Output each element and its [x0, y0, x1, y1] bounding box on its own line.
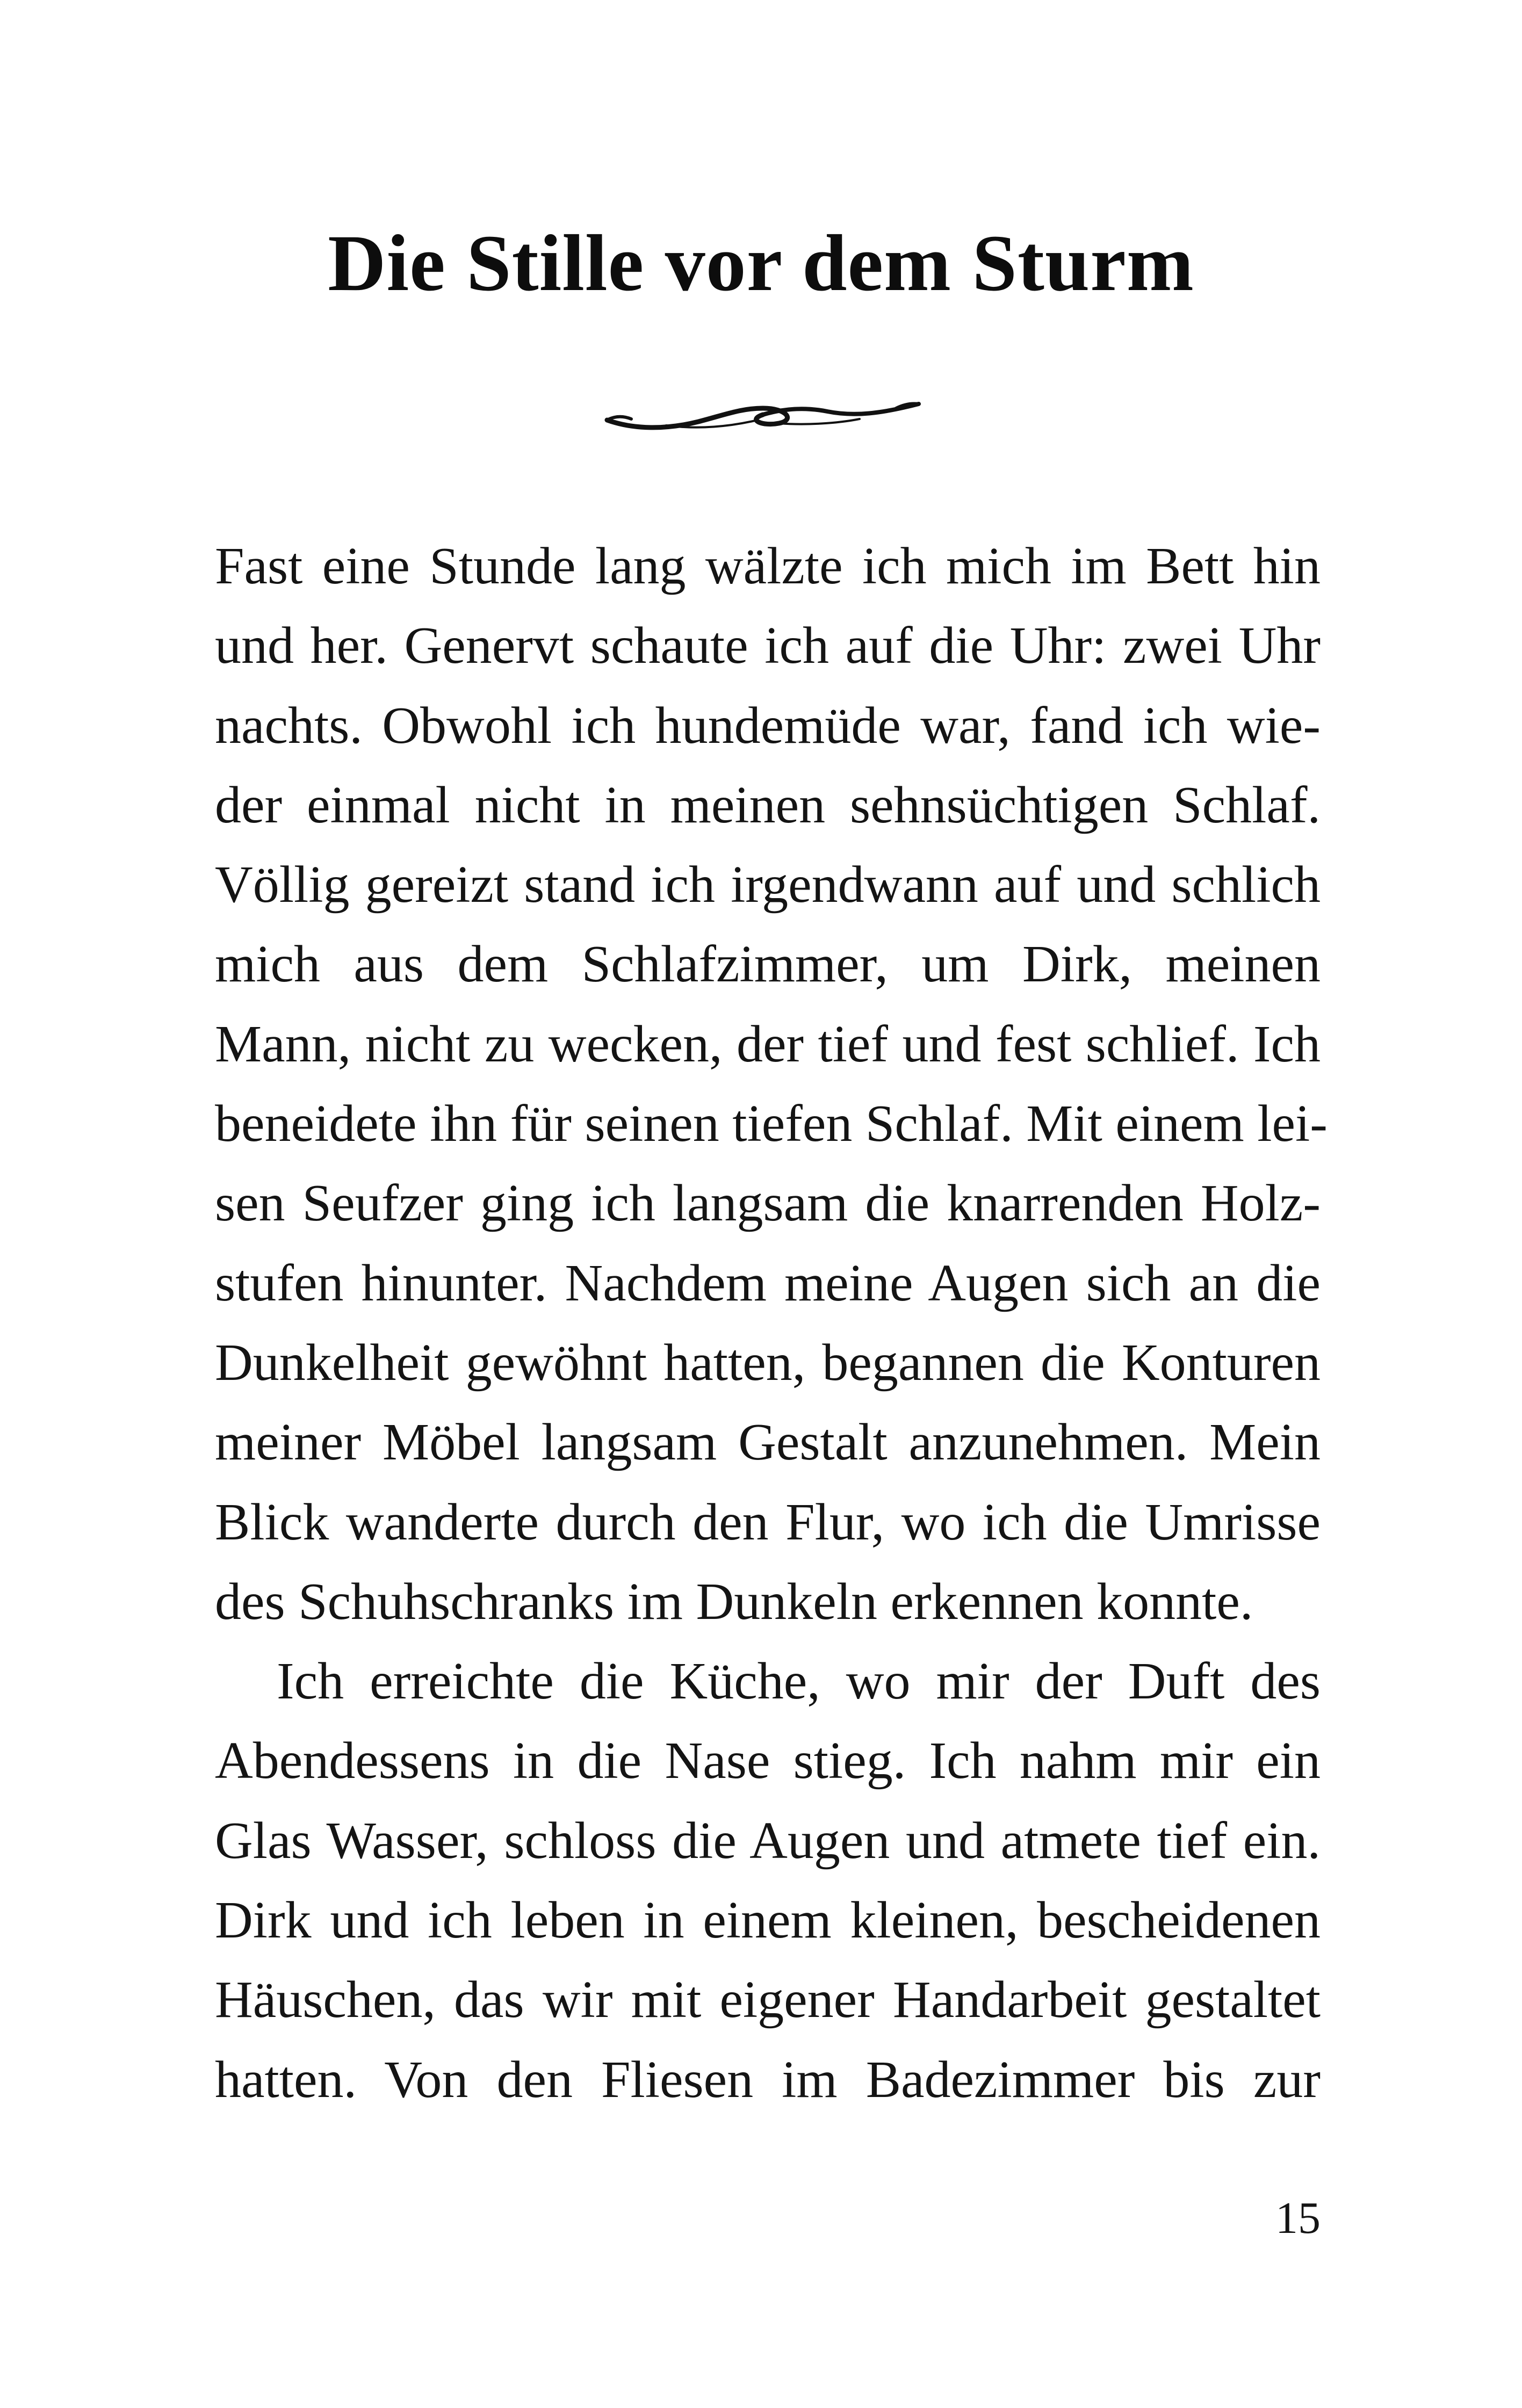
text-line: meiner Möbel langsam Gestalt anzunehmen. Mein: [215, 1413, 1321, 1472]
chapter-title: Die Stille vor dem Sturm: [328, 219, 1194, 308]
text-line: Blick wanderte durch den Flur, wo ich die Umrisse: [215, 1493, 1321, 1551]
body-text: [215, 526, 1328, 2120]
text-line: Fast eine Stunde lang wälzte ich mich im Bett hin: [215, 537, 1321, 595]
text-line: nachts. Obwohl ich hundemüde war, fand ich wie-: [215, 696, 1321, 755]
paragraph-2: [215, 1642, 1321, 2120]
paragraph-1: [215, 526, 1328, 1642]
text-line: Häuschen, das wir mit eigener Handarbeit gestaltet: [215, 1971, 1321, 2029]
text-line: Ich erreichte die Küche, wo mir der Duft des: [277, 1652, 1321, 1711]
page-number: 15: [1275, 2193, 1321, 2243]
text-line: stufen hinunter. Nachdem meine Augen sich an die: [215, 1254, 1321, 1312]
text-line: Dirk und ich leben in einem kleinen, bescheidenen: [215, 1891, 1321, 1950]
text-line: sen Seufzer ging ich langsam die knarrenden Holz-: [215, 1174, 1321, 1233]
text-line: der einmal nicht in meinen sehnsüchtigen Schlaf.: [215, 776, 1321, 834]
text-line: hatten. Von den Fliesen im Badezimmer bis zur: [215, 2050, 1321, 2109]
text-line: mich aus dem Schlafzimmer, um Dirk, meinen: [215, 935, 1321, 994]
text-line: Dunkelheit gewöhnt hatten, begannen die Konturen: [215, 1333, 1321, 1392]
text-line: Völlig gereizt stand ich irgendwann auf und schlich: [215, 856, 1321, 914]
text-line: Mann, nicht zu wecken, der tief und fest schlief. Ich: [215, 1015, 1321, 1073]
text-line: Glas Wasser, schloss die Augen und atmete tief ein.: [215, 1811, 1321, 1870]
text-line: beneidete ihn für seinen tiefen Schlaf. Mit einem lei-: [215, 1095, 1328, 1153]
text-line: des Schuhschranks im Dunkeln erkennen konnte.: [215, 1572, 1253, 1631]
text-line: Abendessens in die Nase stieg. Ich nahm mir ein: [215, 1732, 1321, 1790]
text-line: und her. Genervt schaute ich auf die Uhr: zwei Uhr: [215, 617, 1321, 675]
flourish-divider-icon: [602, 392, 924, 440]
